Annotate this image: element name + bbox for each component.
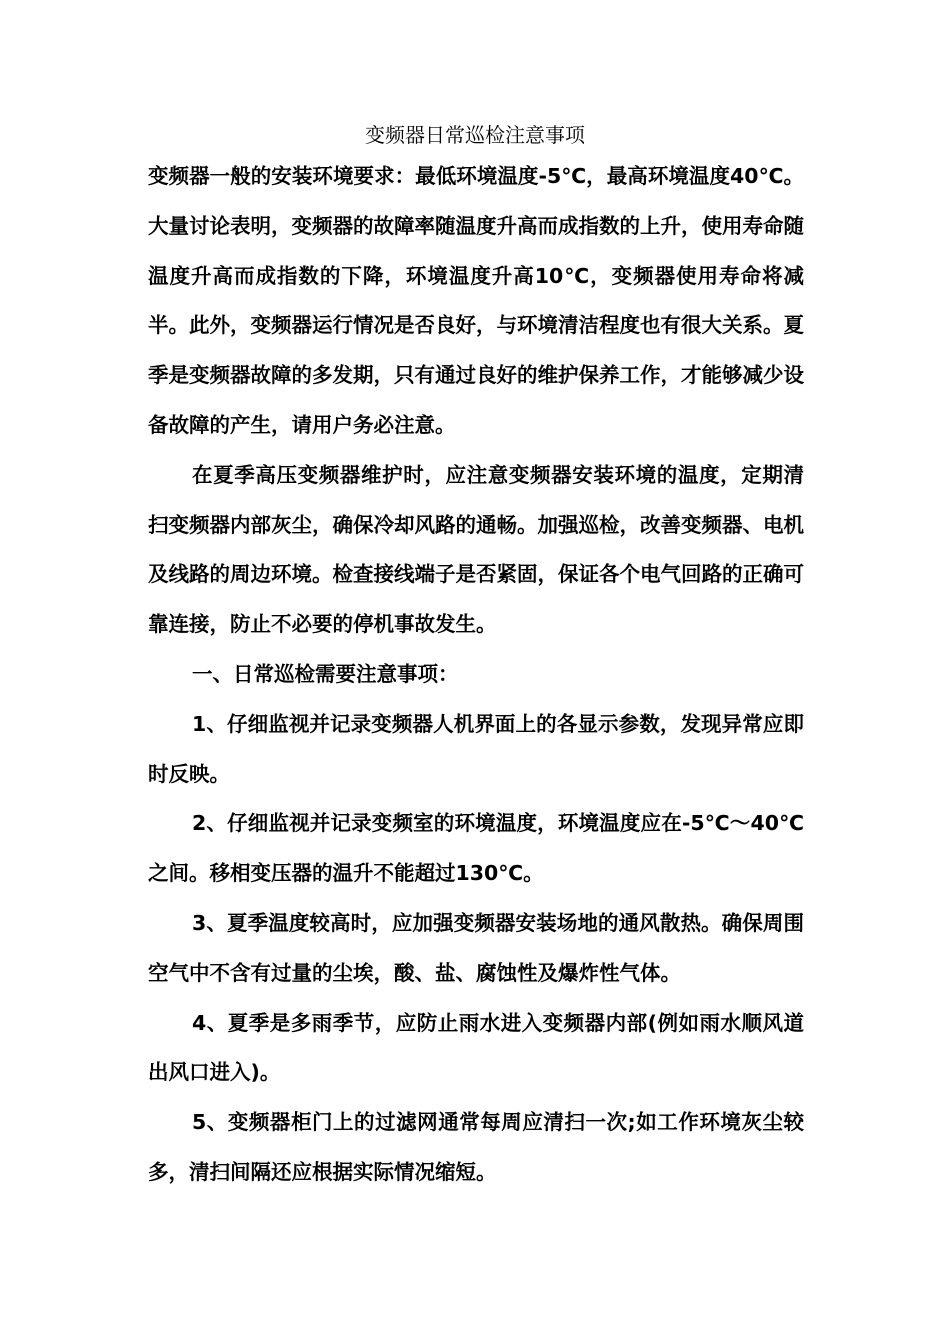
list-item-3: 3、夏季温度较高时，应加强变频器安装场地的通风散热。确保周围空气中不含有过量的尘埃，酸、盐、腐蚀性及爆炸性气体。 (148, 910, 804, 985)
list-item-4: 4、夏季是多雨季节，应防止雨水进入变频器内部(例如雨水顺风道出风口进入)。 (148, 1010, 804, 1085)
paragraph-intro: 变频器一般的安装环境要求：最低环境温度-5℃，最高环境温度40℃。大量讨论表明，变频器的故障率随温度升高而成指数的上升，使用寿命随温度升高而成指数的下降，环境温度升高10℃，变频器使用寿命将减半。此外，变频器运行情况是否良好，与环境清洁程度也有很大关系。夏季是变频器故障的多发期，只有通过良好的维护保养工作，才能够减少设备故障的产生，请用户务必注意。 (148, 164, 804, 437)
section-heading-daily-inspection: 一、日常巡检需要注意事项： (192, 661, 459, 686)
list-item-2: 2、仔细监视并记录变频室的环境温度，环境温度应在-5℃～40℃之间。移相变压器的温升不能超过130℃。 (148, 811, 804, 886)
document-body (148, 152, 804, 1198)
document-title: 变频器日常巡检注意事项 (365, 123, 585, 147)
list-item-1: 1、仔细监视并记录变频器人机界面上的各显示参数，发现异常应即时反映。 (148, 711, 804, 786)
list-item-5: 5、变频器柜门上的过滤网通常每周应清扫一次;如工作环境灰尘较多，清扫间隔还应根据实际情况缩短。 (148, 1110, 804, 1184)
paragraph-maintenance: 在夏季高压变频器维护时，应注意变频器安装环境的温度，定期清扫变频器内部灰尘，确保冷却风路的通畅。加强巡检，改善变频器、电机及线路的周边环境。检查接线端子是否紧固，保证各个电气回路的正确可靠连接，防止不必要的停机事故发生。 (148, 462, 804, 637)
